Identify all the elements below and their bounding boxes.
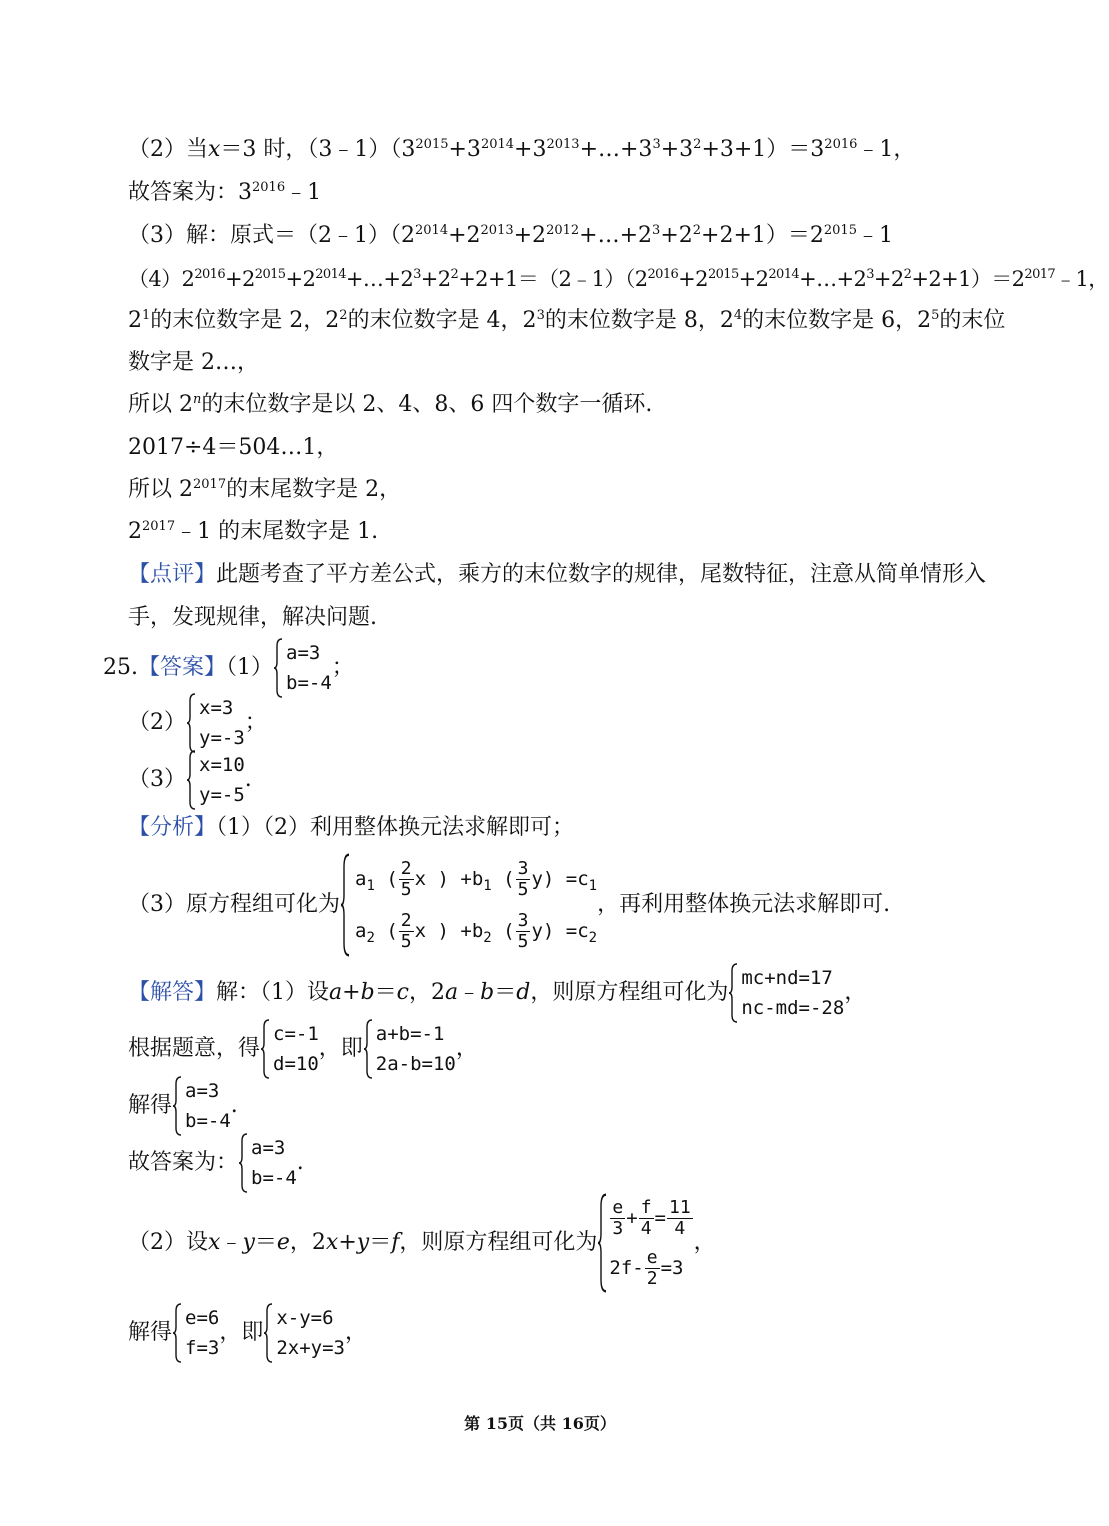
equation: x=3 bbox=[199, 697, 234, 719]
text: ， bbox=[345, 1320, 368, 1345]
answer-tag: 【答案】 bbox=[138, 655, 227, 680]
text: ， bbox=[844, 980, 867, 1005]
text: ＝3 时，（3﹣1）（3 bbox=[220, 137, 416, 162]
brace-icon bbox=[340, 853, 350, 957]
variable: x bbox=[208, 137, 221, 162]
variable: y bbox=[242, 1230, 255, 1255]
exponent: 2017 bbox=[142, 519, 176, 534]
text: ﹣1 bbox=[856, 223, 893, 248]
equation: c=-1 bbox=[273, 1023, 319, 1045]
text: 的末位数字是 4，2 bbox=[347, 308, 537, 333]
equation: y=-3 bbox=[199, 727, 245, 749]
text: +2 bbox=[285, 267, 316, 291]
text: ﹣1， bbox=[1055, 267, 1109, 291]
exponent: 2014 bbox=[315, 267, 346, 282]
line-17 bbox=[128, 853, 890, 957]
exponent: 3 bbox=[866, 267, 874, 282]
denominator: 4 bbox=[640, 1218, 652, 1239]
variable: a+b bbox=[329, 980, 375, 1005]
text: 2 bbox=[128, 308, 142, 333]
text: ，2 bbox=[289, 1230, 326, 1255]
text: . bbox=[230, 1093, 238, 1118]
fraction bbox=[516, 911, 531, 952]
exponent: 2016 bbox=[252, 180, 286, 195]
equation: a=3 bbox=[286, 642, 321, 664]
text: +3 bbox=[514, 137, 547, 162]
text: ； bbox=[244, 710, 267, 735]
equation: y=-5 bbox=[199, 784, 245, 806]
text: ﹣1 bbox=[285, 180, 322, 205]
line-2 bbox=[128, 178, 321, 208]
exponent: 2015 bbox=[707, 267, 739, 282]
brace-icon bbox=[728, 963, 738, 1023]
line-20 bbox=[128, 1076, 238, 1136]
equation-system bbox=[273, 638, 332, 698]
text: +2 bbox=[678, 267, 708, 291]
equation-system bbox=[363, 1019, 456, 1079]
equation-system bbox=[597, 1193, 693, 1293]
equation: x=10 bbox=[199, 754, 245, 776]
text: 所以 2 bbox=[128, 477, 193, 502]
exponent: 3 bbox=[536, 308, 545, 323]
page-footer bbox=[0, 1412, 1080, 1436]
line-6 bbox=[128, 348, 259, 378]
text: +2 bbox=[738, 267, 769, 291]
brace-icon bbox=[186, 693, 196, 753]
text: 根据题意，得 bbox=[128, 1036, 261, 1061]
text: ，2 bbox=[409, 980, 445, 1005]
text: ， bbox=[455, 1036, 478, 1061]
line-13 bbox=[103, 638, 354, 698]
subscript: 2 bbox=[588, 930, 598, 946]
operator: + bbox=[626, 1207, 638, 1229]
line-16 bbox=[128, 813, 574, 843]
text: ﹣ bbox=[220, 1230, 243, 1255]
page-number: 15 bbox=[485, 1414, 508, 1433]
brace-icon bbox=[363, 1019, 373, 1079]
text: +…+2 bbox=[345, 267, 414, 291]
exponent: 3 bbox=[652, 137, 661, 152]
denominator: 5 bbox=[517, 879, 529, 900]
text: ，即 bbox=[318, 1036, 363, 1061]
numerator: 2 bbox=[400, 858, 412, 879]
equation-system bbox=[728, 963, 844, 1023]
line-10 bbox=[128, 517, 378, 547]
equation: f=3 bbox=[185, 1337, 220, 1359]
text: 2017÷4＝504…1， bbox=[128, 435, 339, 460]
term: x ) +b bbox=[414, 868, 484, 890]
text: 的末位数字是 6，2 bbox=[742, 308, 932, 333]
equation: $a_1$ ( $\frac{2}{5}$ x ) $+b_1$ ( $\frac{3}{5}$ $y) =c_1$ bbox=[355, 858, 598, 900]
term: =3 bbox=[660, 1257, 684, 1279]
text: ，即 bbox=[219, 1320, 264, 1345]
equation: a=3 bbox=[251, 1137, 286, 1159]
exponent: 2016 bbox=[194, 267, 226, 282]
text: （2）当 bbox=[128, 137, 208, 162]
term: y) =c bbox=[531, 920, 589, 942]
equation-system bbox=[172, 1076, 231, 1136]
line-15 bbox=[128, 750, 252, 810]
text: 第 bbox=[464, 1414, 486, 1433]
text: 2 bbox=[128, 519, 142, 544]
text: +2+1＝（2﹣1）（2 bbox=[458, 267, 648, 291]
variable: x bbox=[208, 1230, 221, 1255]
equation: d=10 bbox=[273, 1053, 319, 1075]
line-21 bbox=[128, 1133, 304, 1193]
variable: a bbox=[445, 980, 459, 1005]
line-4 bbox=[128, 264, 1109, 294]
text: +…+2 bbox=[579, 223, 653, 248]
denominator: 5 bbox=[400, 931, 412, 952]
fraction bbox=[516, 859, 531, 900]
text: ＝ bbox=[374, 980, 397, 1005]
text: +2+1）＝2 bbox=[701, 223, 824, 248]
term: y) =c bbox=[531, 868, 589, 890]
brace-icon bbox=[260, 1019, 270, 1079]
text: +3 bbox=[448, 137, 481, 162]
equation: mc+nd=17 bbox=[741, 967, 833, 989]
equation-system bbox=[260, 1019, 319, 1079]
text: 故答案为： bbox=[128, 1150, 239, 1175]
text: +2+1）＝2 bbox=[911, 267, 1025, 291]
text: 的末尾数字是 2， bbox=[226, 477, 402, 502]
comment-tag: 【点评】 bbox=[128, 562, 217, 587]
numerator: f bbox=[640, 1197, 652, 1218]
line-22 bbox=[128, 1193, 716, 1293]
exponent: 2017 bbox=[1024, 267, 1056, 282]
equation: b=-4 bbox=[251, 1167, 297, 1189]
text: ， bbox=[693, 1230, 716, 1255]
denominator: 5 bbox=[400, 879, 412, 900]
variable: x+y bbox=[325, 1230, 370, 1255]
text: （2） bbox=[128, 710, 186, 735]
equation: 2a-b=10 bbox=[375, 1053, 456, 1075]
line-14 bbox=[128, 693, 267, 753]
text: +2 bbox=[225, 267, 255, 291]
text: ＝ bbox=[494, 980, 517, 1005]
line-11 bbox=[128, 560, 986, 590]
exponent: 2014 bbox=[415, 223, 449, 238]
exponent: 2 bbox=[339, 308, 348, 323]
text: 的末位 bbox=[939, 308, 1006, 333]
exponent: 4 bbox=[733, 308, 743, 323]
text: ﹣ bbox=[458, 980, 481, 1005]
text: （3） bbox=[128, 767, 186, 792]
text: （1）（2）利用整体换元法求解即可； bbox=[216, 815, 575, 840]
exponent: 1 bbox=[142, 308, 151, 323]
equation: a=3 bbox=[185, 1080, 220, 1102]
brace-icon bbox=[597, 1193, 607, 1293]
question-number: 25. bbox=[103, 655, 138, 680]
text: （3）解：原式＝（2﹣1）（2 bbox=[128, 223, 415, 248]
exponent: 2015 bbox=[415, 137, 449, 152]
text: 解得 bbox=[128, 1320, 173, 1345]
coef: a bbox=[355, 920, 367, 942]
subscript: 1 bbox=[483, 878, 492, 894]
text: ﹣1， bbox=[857, 137, 916, 162]
fraction bbox=[610, 1198, 625, 1239]
denominator: 5 bbox=[517, 931, 529, 952]
equation-system bbox=[263, 1303, 345, 1363]
line-9 bbox=[128, 475, 401, 505]
equation: a+b=-1 bbox=[375, 1023, 445, 1045]
line-1 bbox=[128, 135, 915, 165]
equation: 2x+y=3 bbox=[276, 1337, 345, 1359]
text: 解得 bbox=[128, 1093, 173, 1118]
exponent: 2 bbox=[903, 267, 912, 282]
denominator: 4 bbox=[674, 1218, 686, 1239]
exponent: 2 bbox=[450, 267, 459, 282]
text: （2）设 bbox=[128, 1230, 208, 1255]
brace-icon bbox=[273, 638, 283, 698]
text: . bbox=[244, 767, 252, 792]
exponent: 2013 bbox=[546, 137, 580, 152]
text: ，则原方程组可化为 bbox=[399, 1230, 598, 1255]
text: 数字是 2…， bbox=[128, 350, 259, 375]
text: +2 bbox=[448, 223, 481, 248]
line-12 bbox=[128, 603, 377, 633]
brace-icon bbox=[238, 1133, 248, 1193]
line-23 bbox=[128, 1303, 367, 1363]
subscript: 1 bbox=[588, 878, 598, 894]
analysis-tag: 【分析】 bbox=[128, 815, 217, 840]
text: +2 bbox=[660, 223, 693, 248]
exponent: 2012 bbox=[546, 223, 580, 238]
variable: c bbox=[396, 980, 409, 1005]
brace-icon bbox=[263, 1303, 273, 1363]
denominator: 2 bbox=[646, 1268, 658, 1289]
line-3 bbox=[128, 221, 893, 251]
fraction bbox=[645, 1248, 660, 1289]
numerator: e bbox=[646, 1247, 658, 1268]
text: 此题考查了平方差公式，乘方的末位数字的规律，尾数特征，注意从简单情形入 bbox=[216, 562, 987, 587]
text: +2 bbox=[420, 267, 451, 291]
equation-system bbox=[340, 853, 597, 957]
text: （3）原方程组可化为 bbox=[128, 892, 340, 917]
numerator: 3 bbox=[517, 910, 529, 931]
page-total: 16 bbox=[561, 1414, 584, 1433]
term: x ) +b bbox=[414, 920, 484, 942]
numerator: 2 bbox=[400, 910, 412, 931]
fraction bbox=[399, 859, 414, 900]
text: +…+3 bbox=[579, 137, 653, 162]
exponent: 2015 bbox=[254, 267, 286, 282]
text: 手，发现规律，解决问题. bbox=[128, 605, 377, 630]
variable: d bbox=[516, 980, 531, 1005]
equation-system bbox=[186, 750, 245, 810]
text: 的末位数字是 8，2 bbox=[544, 308, 734, 333]
text: +3+1）＝3 bbox=[701, 137, 825, 162]
text: +3 bbox=[660, 137, 694, 162]
equation-system bbox=[186, 693, 245, 753]
coef: a bbox=[355, 868, 367, 890]
equation-system bbox=[172, 1303, 219, 1363]
equation: nc-md=-28 bbox=[741, 997, 845, 1019]
text: 的末位数字是 2，2 bbox=[150, 308, 340, 333]
fraction bbox=[399, 911, 414, 952]
fraction bbox=[667, 1198, 693, 1239]
text: ＝ bbox=[369, 1230, 392, 1255]
text: +2 bbox=[873, 267, 904, 291]
text: . bbox=[296, 1150, 304, 1175]
exponent: 3 bbox=[413, 267, 421, 282]
equation bbox=[609, 1243, 693, 1293]
line-5 bbox=[128, 306, 1005, 336]
text: +2 bbox=[513, 223, 547, 248]
line-7 bbox=[128, 390, 652, 420]
exponent: n bbox=[193, 392, 202, 407]
text: 的末位数字是以 2、4、8、6 四个数字一循环. bbox=[201, 392, 653, 417]
text: 故答案为：3 bbox=[128, 180, 252, 205]
exponent: 5 bbox=[931, 308, 940, 323]
exponent: 2014 bbox=[768, 267, 800, 282]
brace-icon bbox=[172, 1076, 182, 1136]
equation: b=-4 bbox=[286, 672, 332, 694]
exponent: 3 bbox=[652, 223, 661, 238]
brace-icon bbox=[172, 1303, 182, 1363]
line-18 bbox=[128, 963, 866, 1023]
exponent: 2016 bbox=[824, 137, 858, 152]
text: ＝ bbox=[254, 1230, 277, 1255]
text: 页） bbox=[583, 1414, 616, 1433]
text: 所以 2 bbox=[128, 392, 193, 417]
equation-system bbox=[238, 1133, 297, 1193]
exponent: 2015 bbox=[823, 223, 857, 238]
subscript: 1 bbox=[366, 878, 375, 894]
exponent: 2014 bbox=[480, 137, 515, 152]
equation: e=6 bbox=[185, 1307, 220, 1329]
text: +…+2 bbox=[799, 267, 867, 291]
denominator: 3 bbox=[612, 1218, 624, 1239]
exponent: 2 bbox=[692, 223, 702, 238]
text: （1） bbox=[226, 655, 274, 680]
numerator: 3 bbox=[517, 858, 529, 879]
exponent: 2016 bbox=[647, 267, 679, 282]
text: ，再利用整体换元法求解即可. bbox=[597, 892, 891, 917]
text: ； bbox=[331, 655, 354, 680]
variable: e bbox=[276, 1230, 290, 1255]
equation: $a_2$ ( $\frac{2}{5}$ x ) $+b_2$ ( $\frac{3}{5}$ $y) =c_2$ bbox=[355, 910, 598, 952]
text: 页（共 bbox=[507, 1414, 562, 1433]
text: （4）2 bbox=[128, 267, 195, 291]
fraction bbox=[639, 1198, 654, 1239]
exponent: 2017 bbox=[193, 477, 227, 492]
text: ﹣1 的末尾数字是 1. bbox=[175, 519, 379, 544]
solution-tag: 【解答】 bbox=[128, 980, 217, 1005]
variable: f bbox=[391, 1230, 400, 1255]
text: ，则原方程组可化为 bbox=[530, 980, 729, 1005]
term: 2f- bbox=[609, 1257, 644, 1279]
text: 解：（1）设 bbox=[216, 980, 330, 1005]
line-8 bbox=[128, 433, 338, 463]
equation: b=-4 bbox=[185, 1110, 231, 1132]
brace-icon bbox=[186, 750, 196, 810]
operator: = bbox=[654, 1207, 666, 1229]
exponent: 2 bbox=[693, 137, 702, 152]
subscript: 2 bbox=[366, 930, 375, 946]
equation bbox=[609, 1193, 693, 1243]
numerator: e bbox=[612, 1197, 624, 1218]
variable: b bbox=[480, 980, 495, 1005]
numerator: 11 bbox=[668, 1197, 691, 1218]
line-19 bbox=[128, 1019, 478, 1079]
subscript: 2 bbox=[483, 930, 492, 946]
equation: x-y=6 bbox=[276, 1307, 334, 1329]
exponent: 2013 bbox=[480, 223, 514, 238]
